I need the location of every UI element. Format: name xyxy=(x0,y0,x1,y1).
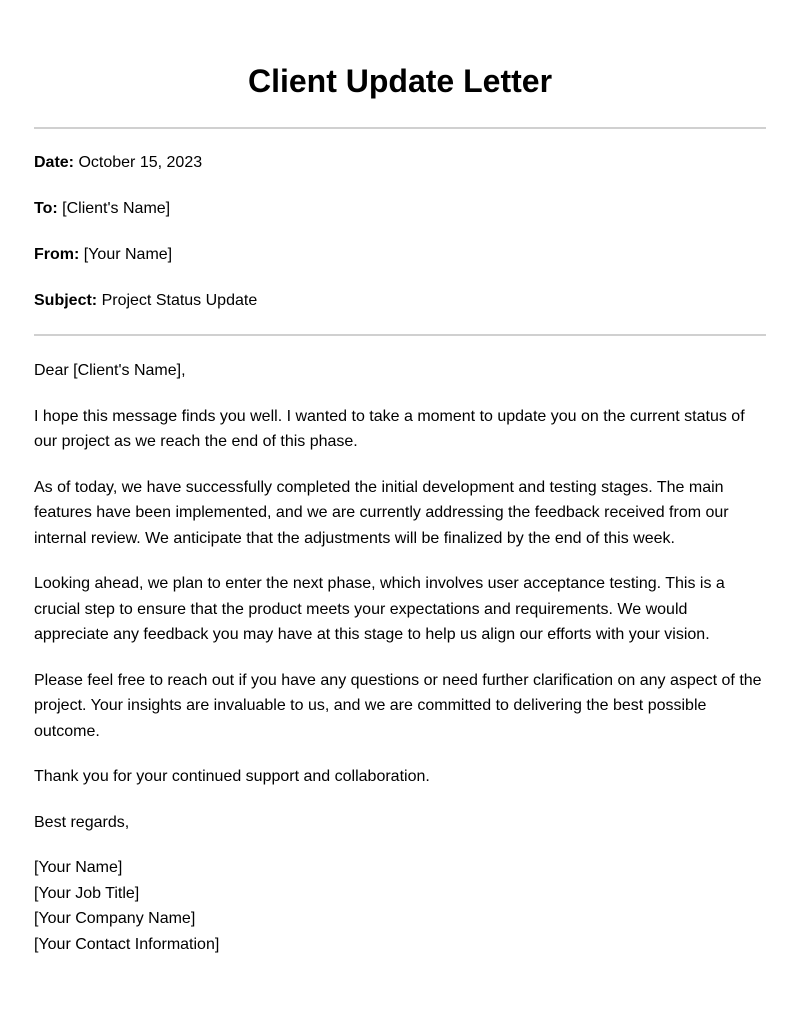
from-label: From: xyxy=(34,246,80,263)
paragraph-intro: I hope this message finds you well. I wanted to take a moment to update you on the current status of our project as we reach the end of this phase. xyxy=(34,407,745,450)
to-row xyxy=(34,199,766,219)
letter-body xyxy=(34,358,766,835)
subject-row xyxy=(34,291,766,311)
signature-job-title: [Your Job Title] xyxy=(34,884,140,902)
to-label: To: xyxy=(34,200,58,217)
signature-block xyxy=(34,855,766,957)
header-divider xyxy=(34,127,766,129)
paragraph-next-phase: Looking ahead, we plan to enter the next phase, which involves user acceptance testing. This is a crucial step to ensure that the product meets your expectations and requirements. We would appreciate any feedback you may have at this stage to help us align our efforts with your vision. xyxy=(34,575,725,643)
signature-name: [Your Name] xyxy=(34,859,123,876)
letter-title: Client Update Letter xyxy=(247,63,553,99)
to-value: [Client's Name] xyxy=(62,200,171,217)
letter-meta xyxy=(34,153,766,311)
from-value: [Your Name] xyxy=(83,246,173,263)
date-value: October 15, 2023 xyxy=(78,154,203,171)
salutation: Dear [Client's Name], xyxy=(34,362,186,379)
meta-divider xyxy=(34,334,766,336)
paragraph-contact: Please feel free to reach out if you have any questions or need further clarification on any aspect of the project. Your insights are invaluable to us, and we are committed to delivering the best possible outcome. xyxy=(34,671,762,740)
closing: Best regards, xyxy=(34,813,130,831)
from-row xyxy=(34,245,766,265)
date-row xyxy=(34,153,766,173)
subject-label: Subject: xyxy=(34,292,98,309)
paragraph-progress: As of today, we have successfully completed the initial development and testing stages. The main features have been implemented, and we are currently addressing the feedback received from our internal review. We anticipate that the adjustments will be finalized by the end of this week. xyxy=(34,478,729,547)
signature-contact: [Your Contact Information] xyxy=(34,935,220,953)
paragraph-thanks: Thank you for your continued support and collaboration. xyxy=(34,768,430,785)
subject-value: Project Status Update xyxy=(101,292,258,309)
date-label: Date: xyxy=(34,154,75,171)
signature-company: [Your Company Name] xyxy=(34,910,196,927)
